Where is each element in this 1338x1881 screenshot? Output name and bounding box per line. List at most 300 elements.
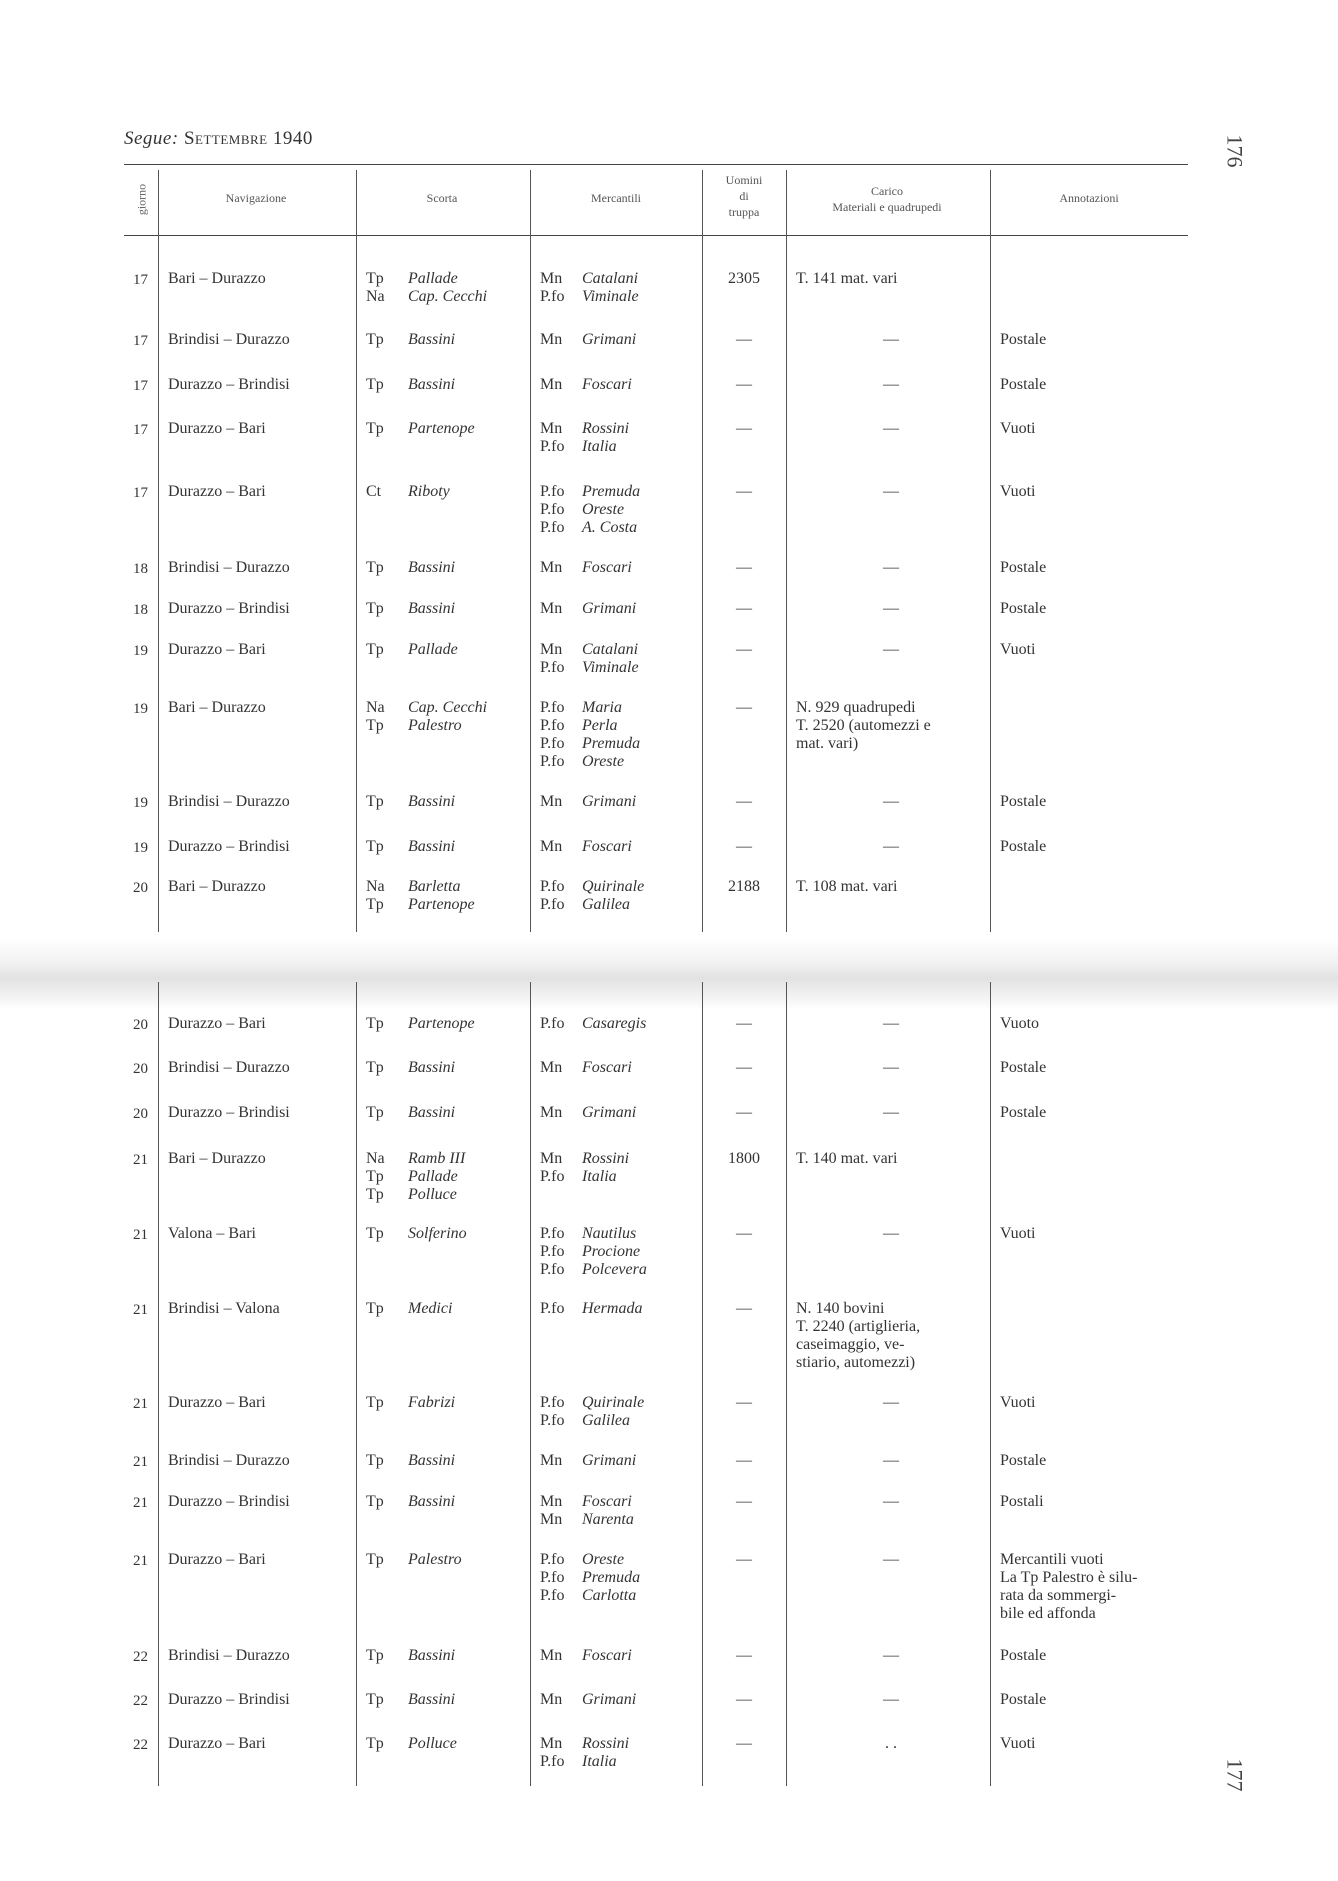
scorta-entry-type: Tp [366,559,384,576]
scorta-entry-line [366,1647,455,1665]
merc-entry-line [540,1452,636,1470]
merc-entry-ship: Grimani [582,1104,637,1121]
merc-entry-type: P.fo [540,438,565,455]
scorta-entry-ship: Palestro [408,717,462,734]
row-navigazione: Durazzo – Brindisi [168,1493,290,1510]
scorta-entry-ship: Partenope [408,420,475,437]
merc-entry-type: P.fo [540,1394,565,1411]
row-annotazione-line: Postale [1000,1647,1047,1664]
scorta-entry-ship: Bassini [408,600,456,617]
merc-entry-line [540,1150,629,1168]
scorta-entry-line [366,878,460,896]
column-divider-bottom [990,982,991,1786]
row-uomini: 1800 [728,1150,760,1167]
row-uomini: — [736,1647,752,1664]
row-carico-line: . . [885,1735,897,1752]
merc-entry-ship: Grimani [582,600,637,617]
row-annotazione-line: Vuoti [1000,641,1036,658]
row-carico-line: — [883,1452,899,1469]
scorta-entry-line [366,1104,455,1122]
scorta-entry-line [366,600,455,618]
merc-entry-line [540,659,639,677]
col-carico-line2: Materiali e quadrupedi [832,200,942,214]
row-day: 20 [133,1061,148,1077]
scorta-entry-type: Tp [366,1059,384,1076]
merc-entry-line [540,878,644,896]
col-carico [786,183,988,215]
row-annotazione-line: Vuoto [1000,1015,1040,1032]
row-uomini: — [736,1015,752,1032]
row-annotazione-line: Postale [1000,1059,1047,1076]
scorta-entry-type: Tp [366,1015,384,1032]
scorta-entry-line [366,1493,455,1511]
merc-entry-type: Mn [540,559,563,576]
scorta-entry-line [366,1551,462,1569]
merc-entry-ship: Grimani [582,331,637,348]
row-navigazione: Brindisi – Durazzo [168,793,290,810]
merc-entry-ship: Foscari [582,838,632,855]
scorta-entry-line [366,1059,455,1077]
merc-entry-type: P.fo [540,483,565,500]
row-day: 20 [133,880,148,896]
merc-entry-type: Mn [540,1511,563,1528]
merc-entry-ship: Carlotta [582,1587,637,1604]
scorta-entry-line [366,483,450,501]
merc-entry-ship: Quirinale [582,1394,645,1411]
scorta-entry-ship: Riboty [408,483,450,500]
merc-entry-line [540,1493,632,1511]
merc-entry-ship: Polcevera [582,1261,647,1278]
row-day: 19 [133,701,148,717]
row-navigazione: Durazzo – Bari [168,483,266,500]
row-uomini: — [736,1300,752,1317]
scorta-entry-ship: Bassini [408,1059,456,1076]
merc-entry-line [540,735,640,753]
merc-entry-ship: Galilea [582,896,630,913]
merc-entry-ship: Oreste [582,753,625,770]
row-day: 22 [133,1693,148,1709]
row-carico-line: — [883,559,899,576]
col-annotazioni: Annotazioni [1059,191,1119,205]
scorta-entry-line [366,699,487,717]
merc-entry-ship: Foscari [582,1647,632,1664]
row-carico-line: — [883,1551,899,1568]
row-annotazione-line: rata da sommergi- [1000,1587,1117,1604]
scorta-entry-ship: Bassini [408,1104,456,1121]
scorta-entry-type: Tp [366,1735,384,1752]
merc-entry-ship: Foscari [582,1059,632,1076]
row-carico-line: — [883,1059,899,1076]
scorta-entry-ship: Bassini [408,1647,456,1664]
row-annotazione-line: bile ed affonda [1000,1605,1096,1622]
merc-entry-ship: Oreste [582,501,625,518]
merc-entry-type: P.fo [540,1753,565,1770]
merc-entry-ship: Catalani [582,270,639,287]
merc-entry-type: P.fo [540,1168,565,1185]
col-uomini [704,172,784,220]
merc-entry-line [540,1243,640,1261]
row-day: 17 [133,333,148,349]
merc-entry-ship: Italia [582,1168,617,1185]
merc-entry-line [540,1647,632,1665]
row-navigazione: Durazzo – Bari [168,1735,266,1752]
merc-entry-line [540,331,636,349]
row-annotazione-line: Postale [1000,559,1047,576]
scorta-entry-ship: Bassini [408,1691,456,1708]
scorta-entry-type: Tp [366,1104,384,1121]
row-annotazione-line: Vuoti [1000,1394,1036,1411]
scorta-entry-ship: Partenope [408,1015,475,1032]
row-annotazione-line: La Tp Palestro è silu- [1000,1569,1138,1586]
row-uomini: — [736,600,752,617]
scorta-entry-line [366,1225,467,1243]
scorta-entry-line [366,331,455,349]
scorta-entry-line [366,1691,455,1709]
row-carico-line: T. 141 mat. vari [796,270,898,287]
merc-entry-line [540,1394,644,1412]
merc-entry-ship: Nautilus [582,1225,637,1242]
row-carico-line: mat. vari) [796,735,859,752]
header-top-rule [124,164,1188,165]
scorta-entry-line [366,420,475,438]
column-divider-bottom [530,982,531,1786]
merc-entry-type: Mn [540,331,563,348]
merc-entry-type: P.fo [540,288,565,305]
scorta-entry-line [366,1015,475,1033]
row-day: 21 [133,1396,148,1412]
row-day: 18 [133,602,148,618]
scorta-entry-line [366,641,458,659]
scorta-entry-type: Na [366,878,385,895]
merc-entry-line [540,1569,640,1587]
merc-entry-type: Mn [540,376,563,393]
row-carico-line: — [883,483,899,500]
scorta-entry-type: Tp [366,1452,384,1469]
merc-entry-line [540,559,632,577]
row-uomini: — [736,1104,752,1121]
merc-entry-line [540,288,639,306]
merc-entry-ship: Foscari [582,376,632,393]
scorta-entry-ship: Bassini [408,793,456,810]
row-carico-line: T. 140 mat. vari [796,1150,898,1167]
row-uomini: — [736,641,752,658]
row-uomini: — [736,793,752,810]
merc-entry-type: Mn [540,1104,563,1121]
scorta-entry-ship: Bassini [408,1493,456,1510]
merc-entry-ship: Oreste [582,1551,625,1568]
column-divider-top [158,170,159,932]
row-uomini: — [736,331,752,348]
scorta-entry-type: Tp [366,838,384,855]
scorta-entry-ship: Bassini [408,376,456,393]
merc-entry-type: P.fo [540,1569,565,1586]
merc-entry-ship: Grimani [582,1691,637,1708]
merc-entry-line [540,420,629,438]
row-navigazione: Brindisi – Durazzo [168,559,290,576]
scorta-entry-type: Tp [366,376,384,393]
merc-entry-line [540,896,630,914]
merc-entry-type: P.fo [540,896,565,913]
merc-entry-line [540,1587,636,1605]
row-carico-line: N. 929 quadrupedi [796,699,916,716]
row-day: 21 [133,1454,148,1470]
title-segue: Segue: [124,128,179,149]
row-navigazione: Valona – Bari [168,1225,256,1242]
scorta-entry-line [366,793,455,811]
merc-entry-ship: Narenta [582,1511,634,1528]
row-uomini: — [736,1691,752,1708]
row-day: 17 [133,422,148,438]
row-annotazione-line: Vuoti [1000,483,1036,500]
merc-entry-line [540,519,637,537]
row-carico-line: — [883,331,899,348]
merc-entry-line [540,1691,636,1709]
scorta-entry-ship: Cap. Cecchi [408,288,488,305]
merc-entry-type: P.fo [540,699,565,716]
page-title [124,128,313,150]
row-carico-line: — [883,838,899,855]
row-annotazione-line: Postale [1000,1691,1047,1708]
scorta-entry-line [366,1150,465,1168]
row-uomini: — [736,483,752,500]
row-day: 21 [133,1495,148,1511]
row-carico-line: — [883,1647,899,1664]
merc-entry-type: P.fo [540,717,565,734]
scorta-entry-ship: Bassini [408,838,456,855]
merc-entry-type: P.fo [540,753,565,770]
merc-entry-type: Mn [540,1452,563,1469]
col-uomini-line3: truppa [728,205,760,219]
scorta-entry-line [366,1735,457,1753]
scorta-entry-type: Tp [366,1691,384,1708]
row-day: 21 [133,1227,148,1243]
scorta-entry-type: Tp [366,641,384,658]
scorta-entry-ship: Ramb III [408,1150,466,1167]
scorta-entry-line [366,1452,455,1470]
row-navigazione: Brindisi – Durazzo [168,1647,290,1664]
row-day: 22 [133,1649,148,1665]
scorta-entry-ship: Pallade [408,1168,458,1185]
merc-entry-ship: Casaregis [582,1015,647,1032]
scorta-entry-type: Tp [366,793,384,810]
merc-entry-type: Mn [540,1647,563,1664]
merc-entry-line [540,1753,617,1771]
scorta-entry-type: Tp [366,1186,384,1203]
merc-entry-ship: Hermada [582,1300,643,1317]
merc-entry-type: P.fo [540,1412,565,1429]
scorta-entry-type: Tp [366,270,384,287]
row-navigazione: Durazzo – Brindisi [168,838,290,855]
scorta-entry-ship: Barletta [408,878,461,895]
row-carico-line: — [883,793,899,810]
scorta-entry-ship: Pallade [408,641,458,658]
merc-entry-ship: Galilea [582,1412,630,1429]
row-carico-line: T. 2240 (artiglieria, [796,1318,921,1335]
row-annotazione-line: Postale [1000,600,1047,617]
row-annotazione-line: Vuoti [1000,1735,1036,1752]
merc-entry-ship: Rossini [582,1735,630,1752]
merc-entry-type: P.fo [540,1300,565,1317]
merc-entry-ship: Premuda [582,735,641,752]
merc-entry-line [540,1059,632,1077]
row-annotazione-line: Vuoti [1000,1225,1036,1242]
row-uomini: — [736,1225,752,1242]
merc-entry-ship: A. Costa [582,519,638,536]
scorta-entry-type: Tp [366,1647,384,1664]
scorta-entry-type: Tp [366,331,384,348]
scorta-entry-line [366,1186,457,1204]
merc-entry-type: P.fo [540,1587,565,1604]
scorta-entry-ship: Partenope [408,896,475,913]
scorta-entry-ship: Polluce [408,1186,457,1203]
row-annotazione-line: Postale [1000,331,1047,348]
merc-entry-type: Mn [540,1150,563,1167]
row-uomini: — [736,1551,752,1568]
row-annotazione-line: Mercantili vuoti [1000,1551,1104,1568]
col-giorno: giorno [134,183,149,216]
row-day: 19 [133,795,148,811]
page-number-bottom: 177 [1222,1758,1248,1792]
row-carico-line: — [883,1493,899,1510]
scorta-entry-type: Tp [366,420,384,437]
merc-entry-type: Mn [540,641,563,658]
row-navigazione: Bari – Durazzo [168,270,266,287]
scorta-entry-ship: Fabrizi [408,1394,456,1411]
scorta-entry-type: Tp [366,896,384,913]
row-carico-line: — [883,376,899,393]
row-uomini: 2305 [728,270,760,287]
merc-entry-ship: Premuda [582,1569,641,1586]
col-uomini-line2: di [739,189,749,203]
row-uomini: — [736,420,752,437]
scorta-entry-ship: Medici [408,1300,453,1317]
row-navigazione: Bari – Durazzo [168,699,266,716]
merc-entry-ship: Viminale [582,288,639,305]
row-day: 20 [133,1106,148,1122]
scorta-entry-ship: Bassini [408,331,456,348]
scorta-entry-type: Tp [366,1300,384,1317]
scorta-entry-type: Tp [366,1394,384,1411]
row-annotazione-line: Vuoti [1000,420,1036,437]
row-carico-line: T. 108 mat. vari [796,878,898,895]
row-navigazione: Durazzo – Brindisi [168,1691,290,1708]
scorta-entry-type: Tp [366,600,384,617]
merc-entry-type: P.fo [540,1225,565,1242]
scorta-entry-type: Tp [366,1493,384,1510]
merc-entry-line [540,838,632,856]
scorta-entry-type: Na [366,288,385,305]
merc-entry-ship: Rossini [582,420,630,437]
row-navigazione: Durazzo – Bari [168,1394,266,1411]
row-annotazione-line: Postale [1000,376,1047,393]
scorta-entry-line [366,1168,458,1186]
scorta-entry-line [366,376,455,394]
row-uomini: — [736,838,752,855]
row-carico-line: — [883,1104,899,1121]
scorta-entry-type: Tp [366,1225,384,1242]
row-carico-line: — [883,1015,899,1032]
scorta-entry-type: Na [366,1150,385,1167]
row-navigazione: Durazzo – Bari [168,1015,266,1032]
merc-entry-type: Mn [540,270,563,287]
merc-entry-ship: Perla [582,717,618,734]
merc-entry-type: P.fo [540,1551,565,1568]
merc-entry-ship: Italia [582,438,617,455]
row-uomini: — [736,1735,752,1752]
row-carico-line: — [883,641,899,658]
column-divider-top [702,170,703,932]
title-month: Settembre 1940 [183,128,313,149]
column-divider-top [530,170,531,932]
scorta-entry-ship: Bassini [408,1452,456,1469]
col-scorta: Scorta [426,191,458,205]
scorta-entry-line [366,1300,452,1318]
merc-entry-type: P.fo [540,878,565,895]
merc-entry-line [540,641,638,659]
row-day: 17 [133,272,148,288]
row-navigazione: Bari – Durazzo [168,1150,266,1167]
row-carico-line: caseimaggio, ve- [796,1336,905,1353]
row-uomini: 2188 [728,878,760,895]
row-navigazione: Brindisi – Durazzo [168,331,290,348]
merc-entry-line [540,717,618,735]
row-navigazione: Durazzo – Brindisi [168,600,290,617]
merc-entry-type: Mn [540,600,563,617]
scorta-entry-type: Tp [366,717,384,734]
col-navigazione: Navigazione [225,191,287,205]
row-day: 21 [133,1302,148,1318]
merc-entry-type: P.fo [540,735,565,752]
row-annotazione-line: Postale [1000,1104,1047,1121]
merc-entry-line [540,600,636,618]
scorta-entry-line [366,559,455,577]
merc-entry-ship: Italia [582,1753,617,1770]
row-uomini: — [736,1493,752,1510]
merc-entry-type: P.fo [540,519,565,536]
col-mercantili: Mercantili [591,191,641,205]
merc-entry-type: Mn [540,1691,563,1708]
merc-entry-line [540,483,640,501]
row-annotazione-line: Postale [1000,1452,1047,1469]
scorta-entry-type: Na [366,699,385,716]
page-number-top: 176 [1222,134,1248,168]
row-carico-line: — [883,600,899,617]
row-day: 22 [133,1737,148,1753]
row-uomini: — [736,1394,752,1411]
merc-entry-line [540,438,617,456]
row-navigazione: Durazzo – Brindisi [168,376,290,393]
merc-entry-type: Mn [540,793,563,810]
merc-entry-line [540,1225,636,1243]
merc-entry-line [540,1015,646,1033]
scorta-entry-line [366,838,455,856]
page-fold [0,940,1338,1010]
merc-entry-line [540,793,636,811]
row-annotazione-line: Postale [1000,838,1047,855]
scorta-entry-ship: Solferino [408,1225,467,1242]
merc-entry-ship: Maria [582,699,622,716]
column-divider-top [990,170,991,932]
row-day: 21 [133,1152,148,1168]
merc-entry-line [540,753,624,771]
merc-entry-line [540,1300,642,1318]
merc-entry-ship: Premuda [582,483,641,500]
column-divider-bottom [356,982,357,1786]
row-uomini: — [736,1059,752,1076]
row-carico-line: stiario, automezzi) [796,1354,916,1371]
merc-entry-line [540,270,638,288]
merc-entry-ship: Rossini [582,1150,630,1167]
